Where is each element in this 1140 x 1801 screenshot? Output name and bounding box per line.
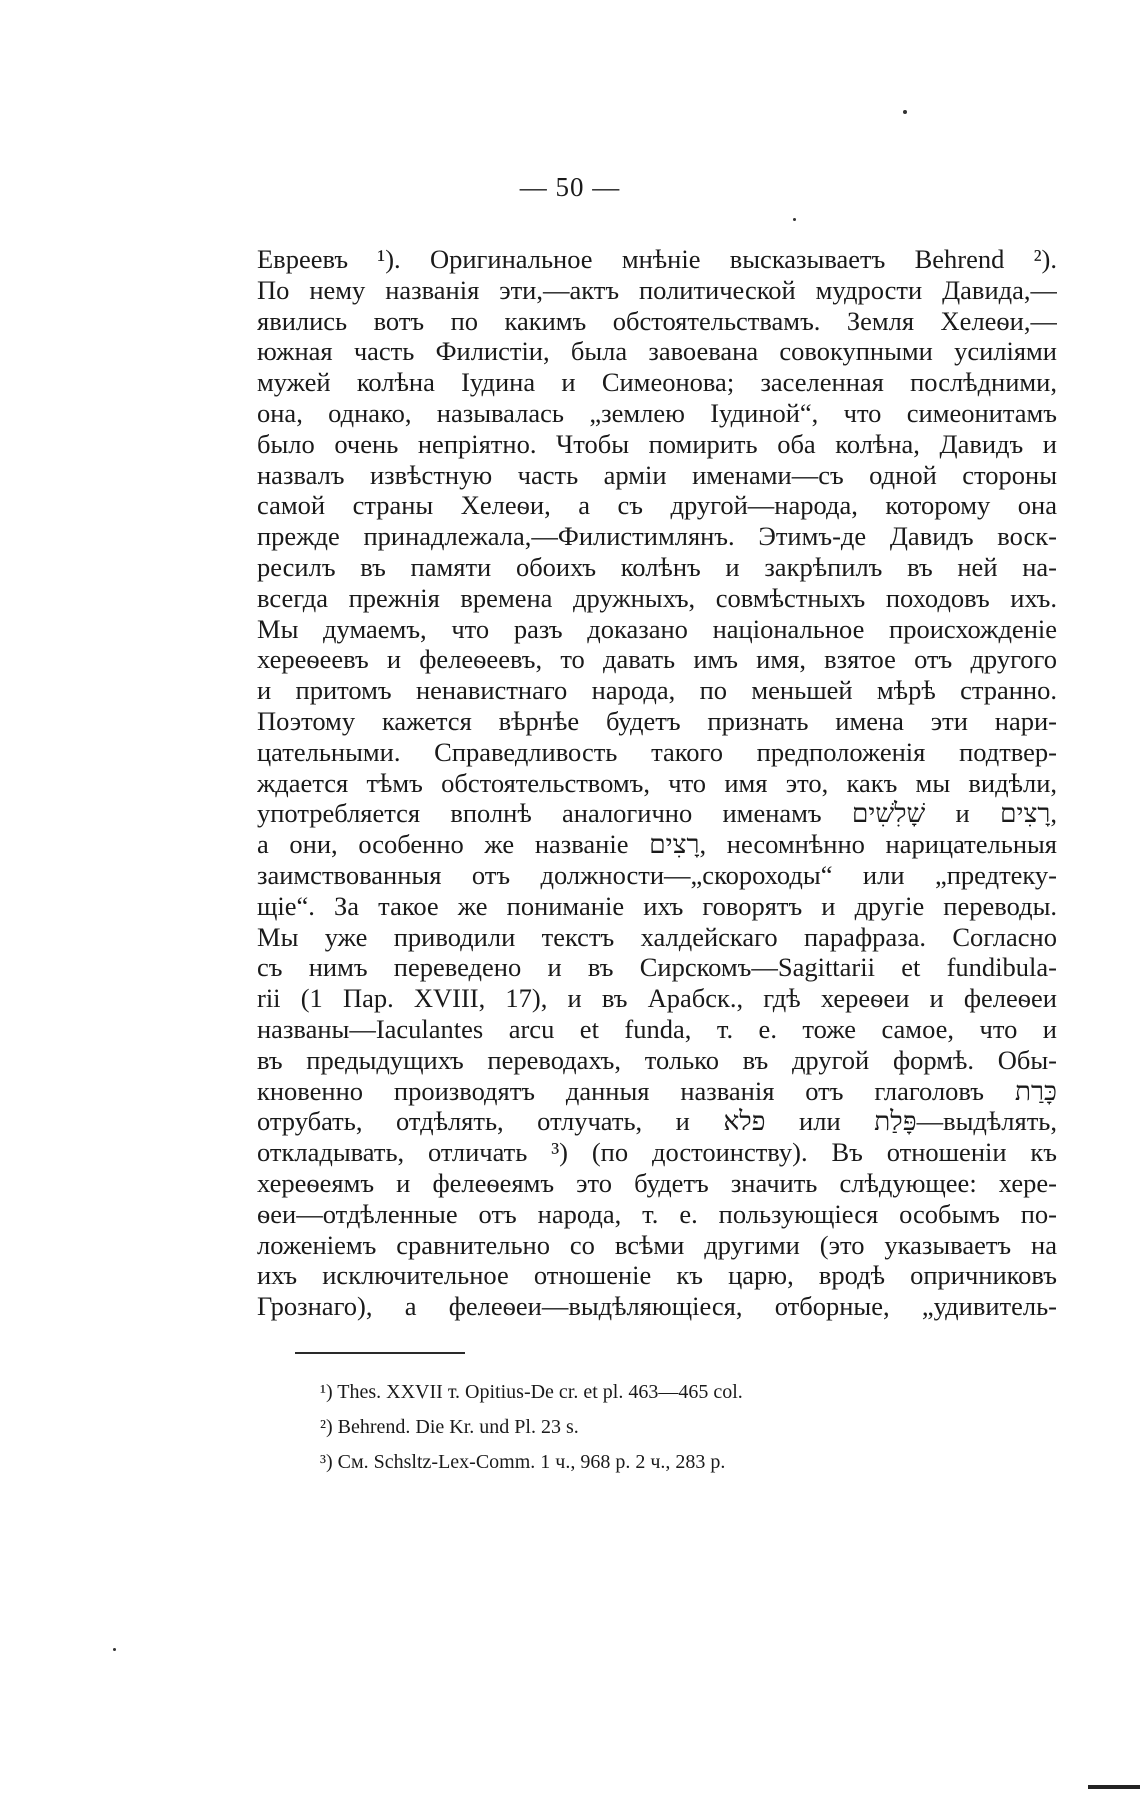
text-line: самой страны Хелеѳи, а съ другой—народа, которому она [257, 490, 1057, 521]
page-number: — 50 — [519, 172, 621, 202]
footnotes [320, 1375, 1020, 1480]
text-line: было очень непріятно. Чтобы помирить оба колѣна, Давидъ и [257, 428, 1057, 459]
text-line: Грознаго), а фелеѳеи—выдѣляющіеся, отборные, „удивитель- [257, 1291, 1057, 1322]
text-line: цательными. Справедливость такого предположенія подтвер- [257, 736, 1057, 767]
text-line: Мы думаемъ, что разъ доказано національное происхожденіе [257, 613, 1057, 644]
footnote-1: ¹) Thes. XXVII т. Opitius-De cr. et pl. 463—465 col. [320, 1381, 743, 1403]
text-line: мужей колѣна Іудина и Симеонова; заселенная послѣдними, [257, 367, 1057, 398]
text-line: отрубать, отдѣлять, отлучать, и פלא или פָּלַת—выдѣлять, [257, 1106, 1057, 1137]
text-line: а они, особенно же названіе רָצִים, несомнѣнно нарицательныя [257, 829, 1057, 860]
text-line: Поэтому кажется вѣрнѣе будетъ признать имена эти нари- [257, 705, 1057, 736]
text-line: хереѳеевъ и фелеѳеевъ, то давать имъ имя, взятое отъ другого [257, 644, 1057, 675]
ink-speck-top [903, 110, 907, 114]
text-line: откладывать, отличать ³) (по достоинству). Въ отношеніи къ [257, 1137, 1057, 1168]
text-line: названы—Iaculantes arcu et funda, т. е. тоже самое, что и [257, 1013, 1057, 1044]
text-line: ихъ исключительное отношеніе къ царю, вродѣ опричниковъ [257, 1260, 1057, 1291]
text-line: кновенно производятъ данныя названія отъ глаголовъ כָּרַת [257, 1075, 1057, 1106]
text-line: и притомъ ненавистнаго народа, по меньшей мѣрѣ странно. [257, 675, 1057, 706]
text-line: Мы уже приводили текстъ халдейскаго парафраза. Согласно [257, 921, 1057, 952]
footnote-3: ³) См. Schsltz-Lex-Comm. 1 ч., 968 р. 2 ч., 283 р. [320, 1451, 726, 1473]
ink-speck-header [793, 218, 796, 221]
ink-speck-bottom [113, 1648, 116, 1651]
text-line: ждается тѣмъ обстоятельствомъ, что имя это, какъ мы видѣли, [257, 767, 1057, 798]
text-line: rii (1 Пар. XVIII, 17), и въ Арабск., гдѣ хереѳеи и фелеѳеи [257, 983, 1057, 1014]
main-text [257, 244, 1057, 1322]
text-line: всегда прежнія времена дружныхъ, совмѣстныхъ походовъ ихъ. [257, 582, 1057, 613]
text-line: явились вотъ по какимъ обстоятельствамъ. Земля Хелеѳи,— [257, 305, 1057, 336]
text-line: ложеніемъ сравнительно со всѣми другими (это указываетъ на [257, 1229, 1057, 1260]
text-line: съ нимъ переведено и въ Сирскомъ—Sagittarii et fundibula- [257, 952, 1057, 983]
footnote-divider [295, 1352, 465, 1354]
text-line: щіе“. За такое же пониманіе ихъ говорятъ и другіе переводы. [257, 890, 1057, 921]
text-line: По нему названія эти,—актъ политической мудрости Давида,— [257, 274, 1057, 305]
text-line: южная часть Филистіи, была завоевана совокупными усиліями [257, 336, 1057, 367]
page-edge-mark [1088, 1785, 1140, 1789]
text-line: прежде принадлежала,—Филистимлянъ. Этимъ-де Давидъ воск- [257, 521, 1057, 552]
text-line: она, однако, называлась „землею Іудиной“, что симеонитамъ [257, 397, 1057, 428]
text-line: употребляется вполнѣ аналогично именамъ שָׁלִשִׁים и רָצִים, [257, 798, 1057, 829]
text-line: хереѳеямъ и фелеѳеямъ это будетъ значить слѣдующее: хере- [257, 1167, 1057, 1198]
text-line: ресилъ въ памяти обоихъ колѣнъ и закрѣпилъ въ ней на- [257, 551, 1057, 582]
text-line: въ предыдущихъ переводахъ, только въ другой формѣ. Обы- [257, 1044, 1057, 1075]
text-line: назвалъ извѣстную часть арміи именами—съ одной стороны [257, 459, 1057, 490]
text-line: заимствованныя отъ должности—„скороходы“ или „предтеку- [257, 859, 1057, 890]
text-line: Евреевъ ¹). Оригинальное мнѣніе высказываетъ Behrend ²). [257, 244, 1057, 274]
text-line: ѳеи—отдѣленные отъ народа, т. е. пользующіеся особымъ по- [257, 1198, 1057, 1229]
footnote-2: ²) Behrend. Die Kr. und Pl. 23 s. [320, 1416, 579, 1438]
